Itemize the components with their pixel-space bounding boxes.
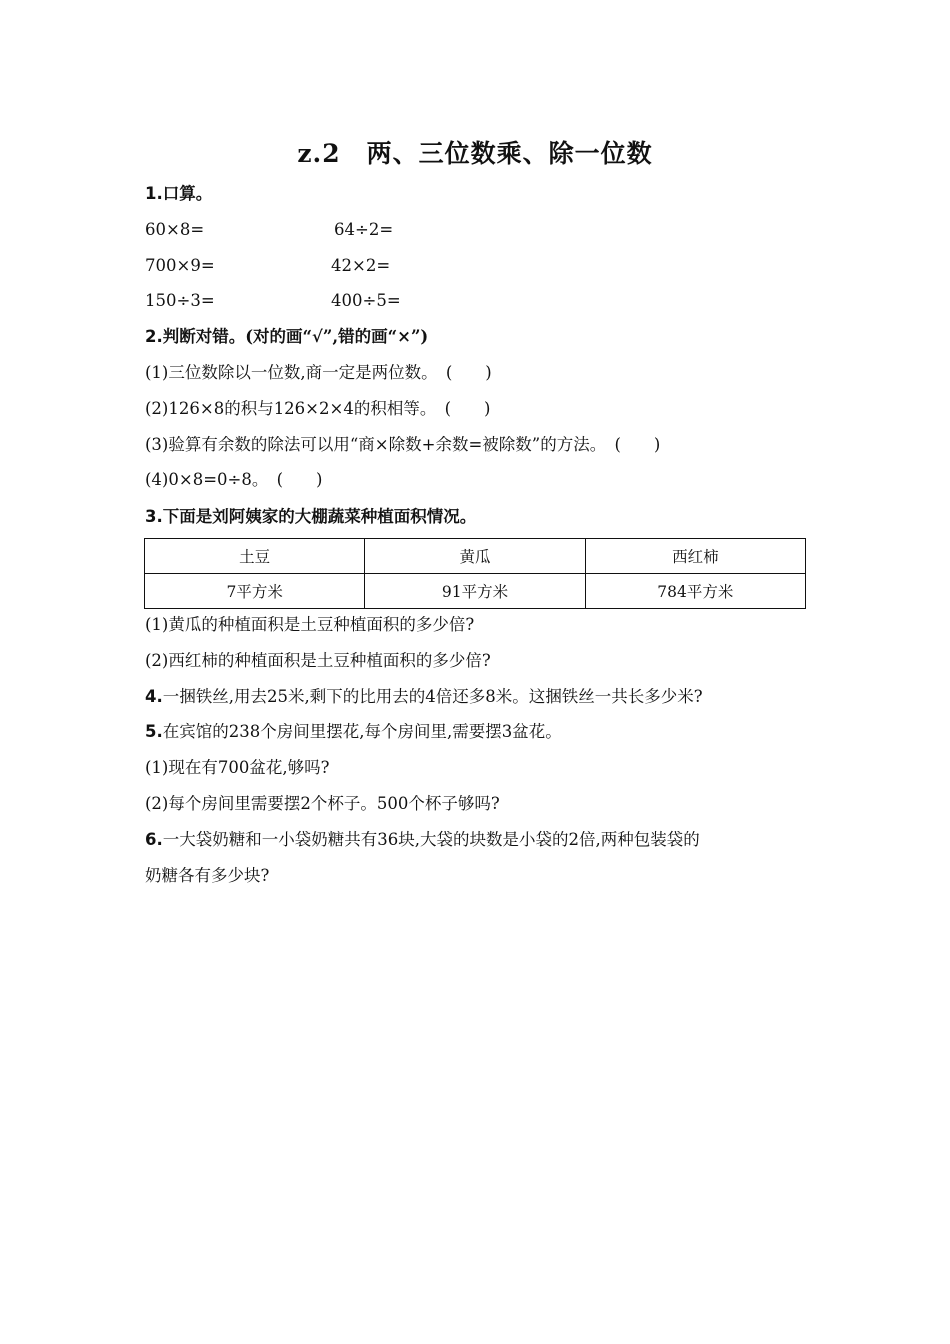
table-header-row <box>145 539 806 574</box>
q6-line-1 <box>145 830 700 850</box>
q1-row-2-left: 700×9= <box>145 256 215 275</box>
q3-sub-2: (2)西红柿的种植面积是土豆种植面积的多少倍? <box>145 651 491 670</box>
q2-heading <box>145 327 428 347</box>
q1-number: 1. <box>145 184 163 203</box>
q1-row-2-right: 42×2= <box>331 256 391 275</box>
q1-row-3-left: 150÷3= <box>145 291 215 310</box>
q3-title: 下面是刘阿姨家的大棚蔬菜种植面积情况。 <box>162 507 477 526</box>
q4-line <box>145 687 703 707</box>
table-cell: 91平方米 <box>365 574 585 609</box>
table-header-cell: 土豆 <box>145 539 365 574</box>
q6-number: 6. <box>145 830 163 849</box>
table-header-cell: 西红柿 <box>585 539 805 574</box>
q4-number: 4. <box>145 687 163 706</box>
q2-item-4: (4)0×8=0÷8。 ( ) <box>145 470 323 489</box>
q2-item-3: (3)验算有余数的除法可以用“商×除数+余数=被除数”的方法。 ( ) <box>145 435 661 454</box>
q3-number: 3. <box>145 507 163 526</box>
q5-text: 在宾馆的238个房间里摆花,每个房间里,需要摆3盆花。 <box>162 722 562 741</box>
q6-text-1: 一大袋奶糖和一小袋奶糖共有36块,大袋的块数是小袋的2倍,两种包装袋的 <box>162 830 700 849</box>
q1-heading <box>145 184 212 204</box>
q1-row-1-left: 60×8= <box>145 220 205 239</box>
q1-row-3-right: 400÷5= <box>331 291 401 310</box>
q5-sub-2: (2)每个房间里需要摆2个杯子。500个杯子够吗? <box>145 794 500 813</box>
q2-number: 2. <box>145 327 163 346</box>
q2-item-2: (2)126×8的积与126×2×4的积相等。 ( ) <box>145 399 491 418</box>
page-title: z.2 两、三位数乘、除一位数 <box>297 139 653 168</box>
q6-line-2: 奶糖各有多少块? <box>145 866 270 885</box>
table-cell: 784平方米 <box>585 574 805 609</box>
q5-number: 5. <box>145 722 163 741</box>
table-row <box>145 574 806 609</box>
planting-area-table <box>144 538 806 609</box>
q5-sub-1: (1)现在有700盆花,够吗? <box>145 758 330 777</box>
q1-title: 口算。 <box>162 184 213 203</box>
q2-item-1: (1)三位数除以一位数,商一定是两位数。 ( ) <box>145 363 492 382</box>
q3-heading <box>145 507 476 527</box>
q3-sub-1: (1)黄瓜的种植面积是土豆种植面积的多少倍? <box>145 615 475 634</box>
q5-line <box>145 722 562 742</box>
q1-row-1-right: 64÷2= <box>334 220 394 239</box>
table-header-cell: 黄瓜 <box>365 539 585 574</box>
q4-text: 一捆铁丝,用去25米,剩下的比用去的4倍还多8米。这捆铁丝一共长多少米? <box>162 687 703 706</box>
table-cell: 7平方米 <box>145 574 365 609</box>
q2-title: 判断对错。(对的画“√”,错的画“×”) <box>162 327 429 346</box>
